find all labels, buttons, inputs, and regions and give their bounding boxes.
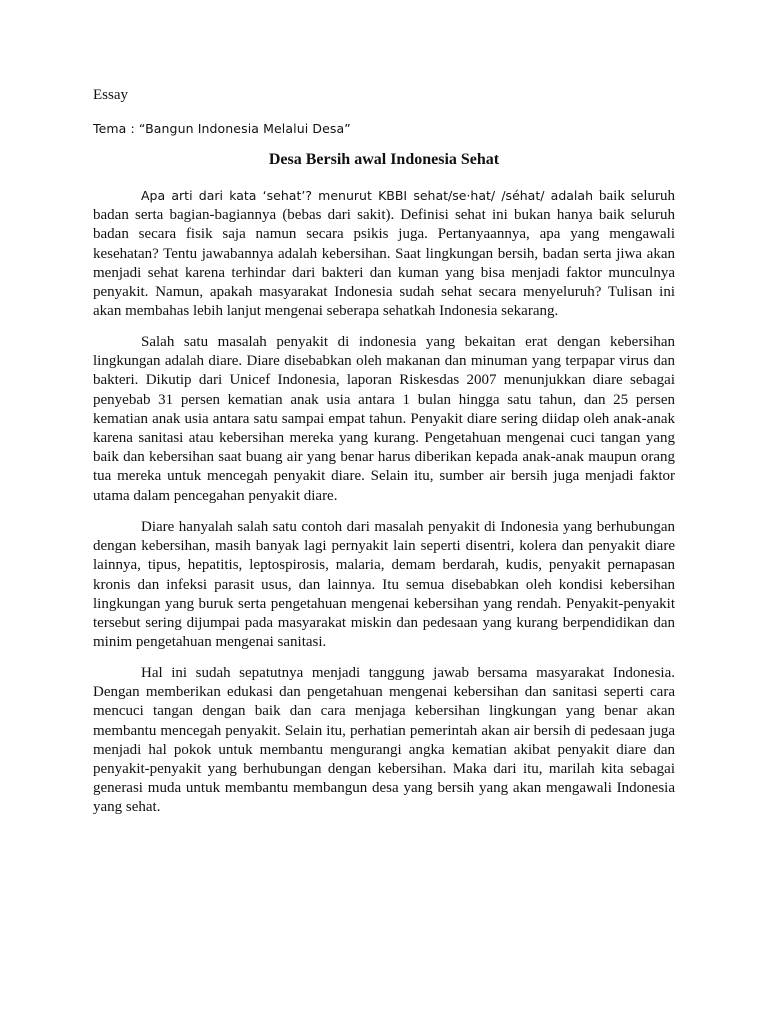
essay-theme: Tema : “Bangun Indonesia Melalui Desa” bbox=[93, 121, 351, 136]
paragraph-1-body: baik seluruh badan serta bagian-bagiannya (bebas dari sakit). Definisi sehat ini bukan hanya baik seluruh badan secara fisik saja namun secara psikis juga. Pertanyaannya, apa yang mengawali kesehatan? Tentu jawabannya adalah kebersihan. Saat lingkungan bersih, badan serta jiwa akan menjadi sehat karena terhindar dari bakteri dan kuman yang bisa menjadi faktor munculnya penyakit. Namun, apakah masyarakat Indonesia sudah sehat secara menyeluruh? Tulisan ini akan membahas lebih lanjut mengenai seberapa sehatkah Indonesia sekarang. bbox=[93, 188, 675, 320]
paragraph-3: Diare hanyalah salah satu contoh dari masalah penyakit di Indonesia yang berhubungan dengan kebersihan, masih banyak lagi pernyakit lain seperti disentri, kolera dan penyakit diare lainnya, tipus, hepatitis, leptospirosis, malaria, demam berdarah, kudis, penyakit pernapasan kronis dan infeksi parasit usus, dan lainnya. Itu semua disebabkan oleh kondisi kebersihan lingkungan yang buruk serta pengetahuan mengenai kebersihan yang rendah. Penyakit-penyakit tersebut sering dijumpai pada masyarakat miskin dan pedesaan yang kurang berpendidikan dan minim pengetahuan mengenai sanitasi. bbox=[93, 519, 675, 651]
paragraph-1 bbox=[93, 186, 675, 321]
paragraph-1-lead: Apa arti dari kata ‘sehat’? menurut KBBI sehat/se·hat/ /séhat/ adalah bbox=[141, 188, 593, 203]
document-type-label: Essay bbox=[93, 87, 128, 103]
paragraph-4: Hal ini sudah sepatutnya menjadi tanggung jawab bersama masyarakat Indonesia. Dengan memberikan edukasi dan pengetahuan mengenai kebersihan dan sanitasi seperti cara mencuci tangan dengan baik dan cara menjaga kebersihan lingkungan yang benar akan membantu mencegah penyakit. Selain itu, perhatian pemerintah akan air bersih di pedesaan juga menjadi hal pokok untuk membantu mengurangi angka kematian akibat penyakit diare dan penyakit-penyakit yang berhubungan dengan kebersihan. Maka dari itu, marilah kita sebagai generasi muda untuk membantu membangun desa yang bersih yang akan mengawali Indonesia yang sehat. bbox=[93, 665, 675, 816]
essay-title: Desa Bersih awal Indonesia Sehat bbox=[268, 151, 500, 168]
paragraph-2: Salah satu masalah penyakit di indonesia yang bekaitan erat dengan kebersihan lingkungan adalah diare. Diare disebabkan oleh makanan dan minuman yang terpapar virus dan bakteri. Dikutip dari Unicef Indonesia, laporan Riskesdas 2007 menunjukkan diare sebagai penyebab 31 persen kematian anak usia antara 1 bulan hingga satu tahun, dan 25 persen kematian anak usia antara satu sampai empat tahun. Penyakit diare sering diidap oleh anak-anak karena sanitasi atau kebersihan mereka yang kurang. Pengetahuan mengenai cuci tangan yang baik dan kebersihan saat buang air yang benar harus diberikan kepada anak-anak maupun orang tua mereka untuk mencegah penyakit diare. Selain itu, sumber air bersih juga menjadi faktor utama dalam pencegahan penyakit diare. bbox=[93, 334, 675, 504]
